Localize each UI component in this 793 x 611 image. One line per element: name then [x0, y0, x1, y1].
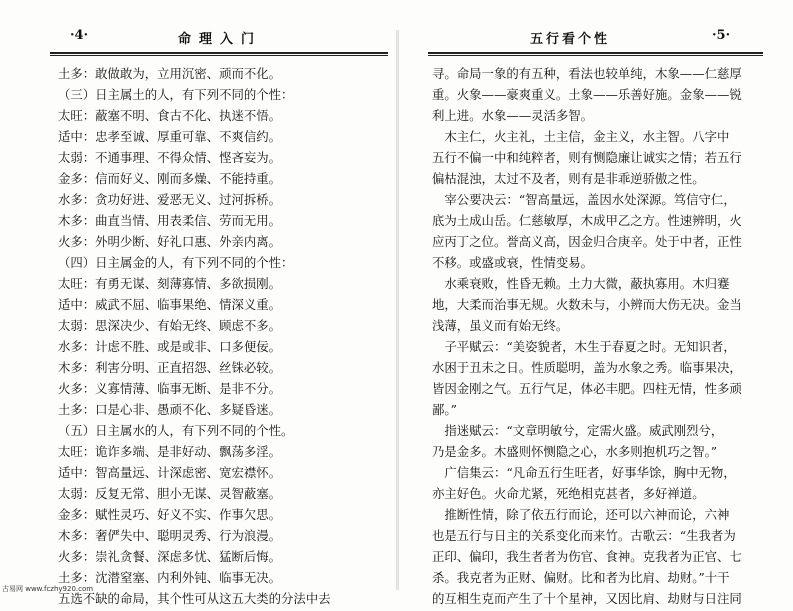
- text-line: 水多：贪功好进、爱恶无义、过河拆桥。: [58, 192, 282, 207]
- text-line: 太旺：诡诈多端、是非好动、飘荡多淫。: [58, 444, 282, 459]
- text-line: 底为土成山岳。仁慈敏厚，木成甲乙之方。性速辨明，火: [432, 213, 742, 228]
- text-line: 亦主好色。火命尤紧，死绝相克甚者，多好禅道。: [432, 486, 705, 501]
- text-line: 土多：沈潜窒塞、内利外钝、临事无决。: [58, 570, 282, 585]
- text-line: 寻。命局一象的有五种，看法也较单纯，木象——仁慈厚: [432, 66, 742, 81]
- text-line: 宰公要决云：“智高量远，盖因水处深源。笃信守仁，: [432, 192, 736, 207]
- left-header-rule: [50, 52, 388, 54]
- text-line: 杀。我克者为正财、偏财。比和者为比肩、劫财。”十干: [432, 570, 730, 585]
- text-line: 浅薄，虽义而有始无终。: [432, 318, 569, 333]
- text-line: 土多：口是心非、愚顽不化、多疑昏迷。: [58, 402, 282, 417]
- text-line: 木多：奢俨失中、聪明灵秀、行为浪漫。: [58, 528, 282, 543]
- text-line: 太弱：思深决少、有始无终、顾虑不多。: [58, 318, 282, 333]
- text-line: 水困于丑未之日。性质聪明，盖为水象之秀。临事果决，: [432, 360, 742, 375]
- left-running-title: 命理入门: [178, 32, 263, 47]
- text-line: 太弱：不通事理、不得众情、悭吝妄为。: [58, 150, 282, 165]
- text-line: 木多：曲直当情、用表柔信、劳而无用。: [58, 213, 282, 228]
- left-header-rule-thin: [50, 55, 388, 56]
- text-line: 子平赋云：“美姿貌者，木生于春夏之时。无知识者，: [432, 339, 736, 354]
- text-line: 土多：敢做敢为，立用沉密、顽而不化。: [58, 66, 282, 81]
- text-line: （四）日主属金的人，有下列不同的个性：: [58, 255, 294, 270]
- text-line: 适中：智高量远、计深虑密、宽宏襟怀。: [58, 465, 282, 480]
- text-line: 五行不偏一中和纯粹者，则有恻隐廉让诚实之情；若五行: [432, 150, 742, 165]
- text-line: （三）日主属土的人，有下列不同的个性：: [58, 87, 294, 102]
- left-page-number: ·4·: [70, 28, 89, 43]
- text-line: 适中：威武不屈、临事果绝、情深义重。: [58, 297, 282, 312]
- text-line: 利上进。水象——灵活多智。: [432, 108, 594, 123]
- book-gutter: [396, 30, 399, 590]
- text-line: 偏枯混浊，太过不及者，则有是非乖逆骄傲之性。: [432, 171, 705, 186]
- text-line: 太弱：反复无常、胆小无谋、灵智蔽塞。: [58, 486, 282, 501]
- right-running-title: 五行看个性: [530, 32, 611, 47]
- text-line: 水多：计虑不胜、或是或非、口多便佞。: [58, 339, 282, 354]
- text-line: 也是五行与日主的关系变化而来竹。古歌云：“生我者为: [432, 528, 736, 543]
- text-line: 金多：赋性灵巧、好义不实、作事欠思。: [58, 507, 282, 522]
- text-line: 鄙。”: [432, 402, 457, 417]
- text-line: 火多：外明少断、好礼口惠、外亲内离。: [58, 234, 282, 249]
- text-line: 火多：义寡情薄、临事无断、是非不分。: [58, 381, 282, 396]
- text-line: 指迷赋云：“文章明敏兮，定需火盛。威武刚烈兮，: [432, 423, 724, 438]
- text-line: 木多：利害分明、正直招怨、丝铢必较。: [58, 360, 282, 375]
- text-line: （五）日主属水的人，有下列不同的个性。: [58, 423, 294, 438]
- text-line: 应丙丁之位。誉高义高，因金归合庚辛。处于中者，正性: [432, 234, 742, 249]
- text-line: 重。火象——豪爽重义。土象——乐善好施。金象——锐: [432, 87, 742, 102]
- text-line: 的互相生克而产生了十个星神，又因比肩、劫财与日注同: [432, 591, 742, 606]
- text-line: 推断性情，除了依五行而论，还可以六神而论，六神: [432, 507, 730, 522]
- right-header-rule: [428, 52, 763, 54]
- watermark-text: 古易网 www.fczhy920.com: [2, 585, 94, 593]
- text-line: 地，大柔而治事无规。火数未与，小辨而大伤无决。金当: [432, 297, 742, 312]
- text-line: 太旺：有勇无谋、刻薄寡情、多欲损刚。: [58, 276, 282, 291]
- text-line: 木主仁，火主礼，土主信，金主义，水主智。八字中: [432, 129, 730, 144]
- text-line: 适中：忠孝至诚、厚重可靠、不爽信约。: [58, 129, 282, 144]
- text-line: 广信集云：“凡命五行生旺者，好事华馀，胸中无物，: [432, 465, 736, 480]
- text-line: 乃是金多。木盛则怀恻隐之心，水多则抱机巧之智。”: [432, 444, 718, 459]
- text-line: 五选不缺的命局，其个性可从这五大类的分法中去: [58, 591, 331, 606]
- text-line: 金多：信而好义、刚而多燥、不能持重。: [58, 171, 282, 186]
- right-page-number: ·5·: [712, 28, 731, 43]
- left-page: [0, 0, 398, 606]
- text-line: 正印、偏印，我生者者为伤官、食神。克我者为正官、七: [432, 549, 742, 564]
- text-line: 太旺：蔽塞不明、食古不化、执迷不悟。: [58, 108, 282, 123]
- text-line: 水乘衰败，性昏无赖。土力大微，蔽执寡用。木归蹇: [432, 276, 730, 291]
- text-line: 皆因金刚之气。五行气足，体必丰肥。四柱无情，性多顽: [432, 381, 742, 396]
- text-line: 火多：崇礼贪餐、深虑多忧、猛断后悔。: [58, 549, 282, 564]
- right-page: [400, 0, 793, 606]
- text-line: 不移。或盛或衰，性情变易。: [432, 255, 594, 270]
- right-header-rule-thin: [428, 55, 763, 56]
